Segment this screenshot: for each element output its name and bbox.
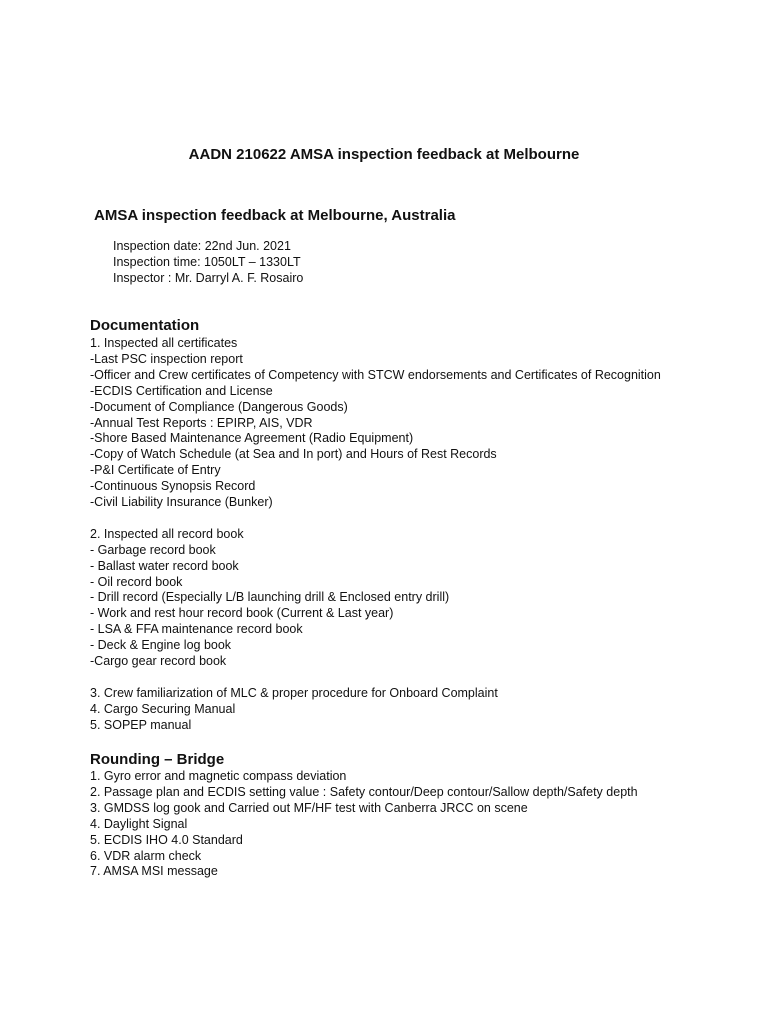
list-item: 1. Gyro error and magnetic compass deviation [90,769,347,783]
list-item: -P&I Certificate of Entry [90,463,221,478]
inspection-time: Inspection time: 1050LT – 1330LT [113,255,301,269]
list-item: -Last PSC inspection report [90,351,243,366]
list-item: -Copy of Watch Schedule (at Sea and In port) and Hours of Rest Records [90,447,497,462]
list-item: 3. GMDSS log gook and Carried out MF/HF test with Canberra JRCC on scene [90,800,528,815]
list-item: -Shore Based Maintenance Agreement (Radio Equipment) [90,431,414,446]
list-item: - LSA & FFA maintenance record book [90,622,303,637]
list-item: - Ballast water record book [90,558,239,573]
spacer [90,670,661,686]
list-item: -Civil Liability Insurance (Bunker) [90,495,273,510]
document-title: AADN 210622 AMSA inspection feedback at Melbourne [188,146,580,163]
list-item: -ECDIS Certification and License [90,383,273,398]
list-item: -Officer and Crew certificates of Competency with STCW endorsements and Certificates of Recognition [90,367,661,382]
list-item: 1. Inspected all certificates [90,336,238,350]
list-item: 6. VDR alarm check [90,848,202,863]
bridge-heading: Rounding – Bridge [90,751,225,768]
list-item: 7. AMSA MSI message [90,864,218,879]
list-item: -Annual Test Reports : EPIRP, AIS, VDR [90,415,313,430]
list-item: -Cargo gear record book [90,654,227,669]
list-item: 5. SOPEP manual [90,717,192,732]
bridge-list [90,769,638,880]
list-item: - Deck & Engine log book [90,638,232,653]
spacer [90,511,661,527]
documentation-heading: Documentation [90,317,200,334]
list-item: -Document of Compliance (Dangerous Goods) [90,399,348,414]
inspection-date: Inspection date: 22nd Jun. 2021 [113,239,291,253]
list-item: - Work and rest hour record book (Current & Last year) [90,606,394,621]
list-item: 3. Crew familiarization of MLC & proper procedure for Onboard Complaint [90,685,498,700]
list-item: - Garbage record book [90,542,216,557]
document-subtitle: AMSA inspection feedback at Melbourne, Australia [94,207,456,224]
inspector-name: Inspector : Mr. Darryl A. F. Rosairo [113,271,304,285]
list-item: -Continuous Synopsis Record [90,479,256,494]
list-item: - Oil record book [90,574,183,589]
list-item: 4. Daylight Signal [90,816,188,831]
list-item: 2. Passage plan and ECDIS setting value : Safety contour/Deep contour/Sallow depth/Safety depth [90,784,638,799]
list-item: 4. Cargo Securing Manual [90,701,236,716]
inspection-details [113,238,303,286]
list-item: 2. Inspected all record book [90,526,244,541]
list-item: 5. ECDIS IHO 4.0 Standard [90,832,243,847]
documentation-list [90,336,661,734]
list-item: - Drill record (Especially L/B launching drill & Enclosed entry drill) [90,590,450,605]
